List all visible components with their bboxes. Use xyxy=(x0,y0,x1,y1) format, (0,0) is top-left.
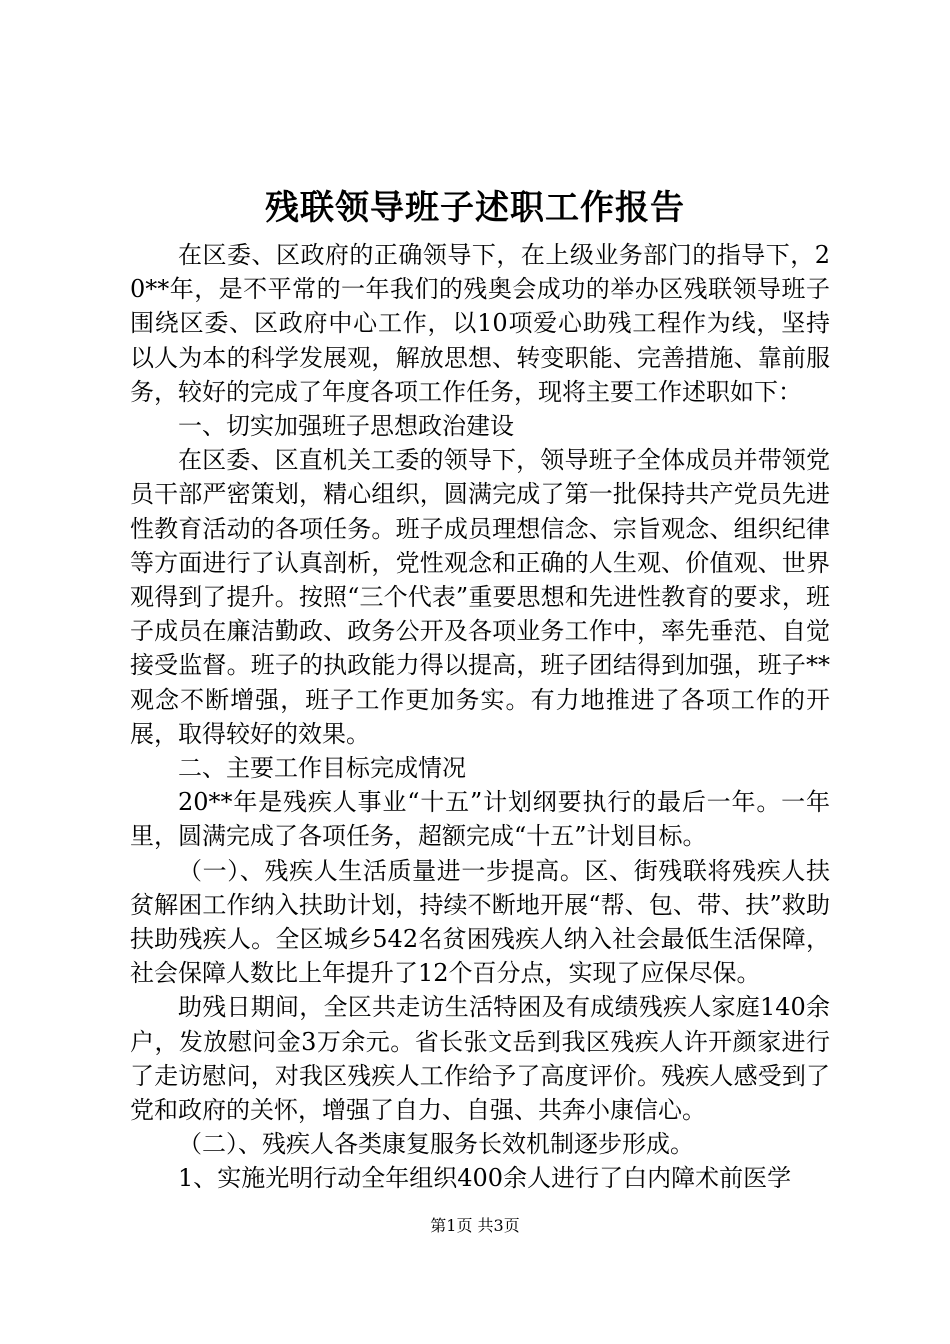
section-heading-1: 一、切实加强班子思想政治建设 xyxy=(178,412,514,441)
paragraph-living-quality: （一）、残疾人生活质量进一步提高。区、街残联将残疾人扶贫解困工作纳入扶助计划，持续不断地开展“帮、包、带、扶”救助扶助残疾人。全区城乡542名贫困残疾人纳入社会最低生活保障，社会保障人数比上年提升了12个百分点，实现了应保尽保。 xyxy=(130,856,830,988)
paragraph-goals: 20**年是残疾人事业“十五”计划纲要执行的最后一年。一年里，圆满完成了各项任务，超额完成“十五”计划目标。 xyxy=(130,788,830,851)
paragraph-assistance-day: 助残日期间，全区共走访生活特困及有成绩残疾人家庭140余户，发放慰问金3万余元。省长张文岳到我区残疾人许开颜家进行了走访慰问，对我区残疾人工作给予了高度评价。残疾人感受到了党和政府的关怀，增强了自力、自强、共奔小康信心。 xyxy=(130,993,830,1125)
document-body xyxy=(130,238,830,1196)
paragraph-intro: 在区委、区政府的正确领导下，在上级业务部门的指导下，20**年，是不平常的一年我们的残奥会成功的举办区残联领导班子围绕区委、区政府中心工作，以10项爱心助残工程作为线，坚持以人为本的科学发展观，解放思想、转变职能、完善措施、靠前服务，较好的完成了年度各项工作任务，现将主要工作述职如下： xyxy=(130,241,830,406)
document-title: 残联领导班子述职工作报告 xyxy=(265,188,685,228)
paragraph-political-building: 在区委、区直机关工委的领导下，领导班子全体成员并带领党员干部严密策划，精心组织，圆满完成了第一批保持共产党员先进性教育活动的各项任务。班子成员理想信念、宗旨观念、组织纪律等方面进行了认真剖析，党性观念和正确的人生观、价值观、世界观得到了提升。按照“三个代表”重要思想和先进性教育的要求，班子成员在廉洁勤政、政务公开及各项业务工作中，率先垂范、自觉接受监督。班子的执政能力得以提高，班子团结得到加强，班子**观念不断增强，班子工作更加务实。有力地推进了各项工作的开展，取得较好的效果。 xyxy=(130,446,830,748)
page-footer: 第1页 共3页 xyxy=(430,1216,520,1235)
section-heading-2: 二、主要工作目标完成情况 xyxy=(178,754,466,783)
paragraph-brightness-action: 1、实施光明行动全年组织400余人进行了白内障术前医学 xyxy=(178,1164,792,1193)
subsection-heading-rehab: （二）、残疾人各类康复服务长效机制逐步形成。 xyxy=(178,1130,694,1159)
